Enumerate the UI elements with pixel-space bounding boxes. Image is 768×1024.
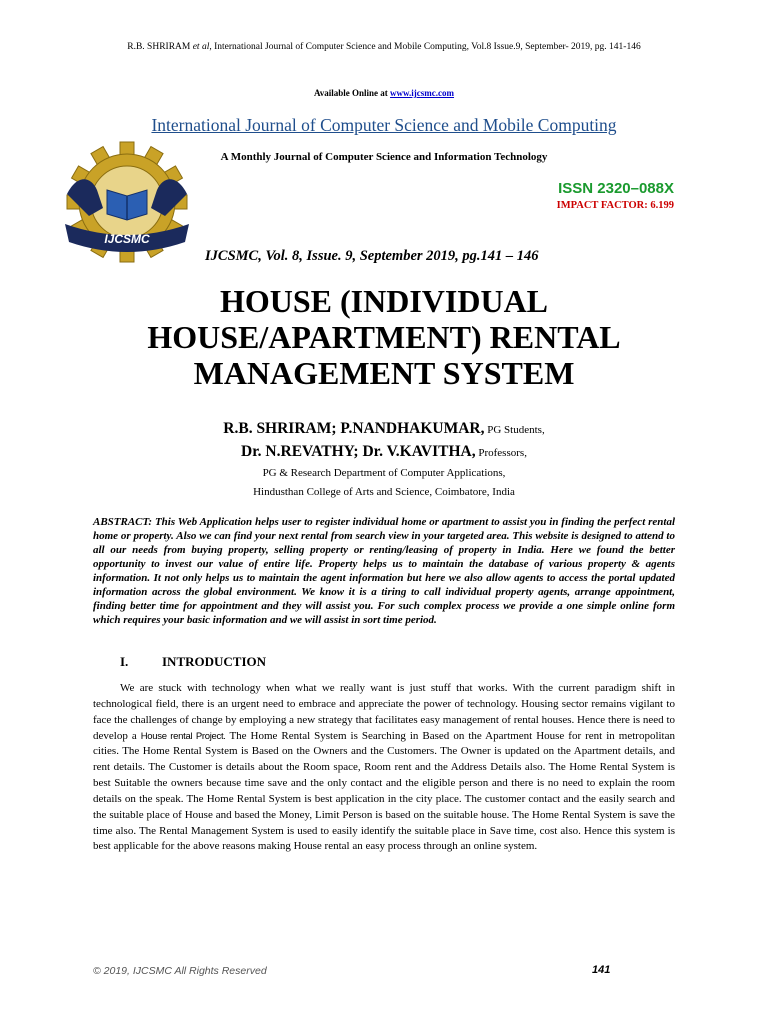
introduction-paragraph [93, 681, 675, 855]
running-header [0, 42, 768, 52]
issue-line: IJCSMC, Vol. 8, Issue. 9, September 2019, pg.141 – 146 [205, 248, 539, 264]
section-number: I. [120, 654, 129, 669]
author-block [0, 418, 768, 502]
running-head-authors: R.B. SHRIRAM [127, 42, 193, 52]
intro-text-2: The Home Rental System is Searching in Based on the Apartment House for rent in metropolitan cities. The Home Rental System is Based on the Owners and the Customers. The Owner is updated on the Apartment details, and rent details. The Customer is details about the Room space, Room rent and the Address Details also. The Home Rental System is best Suitable the owners because time save and the only contact and the eligible person and there is no need to explain the room details on the speak. The Home Rental System is best application in the city place. The customer contact and the easily search and the suitable place of House and based the Money, Limit Person is based on the suitable house. The Home Rental System is save the time also. The Rental Management System is used to easily identify the suitable place in Save time, cost also. Hence this system is best applicable for the above reasons making House rental an easy process through an online system. [93, 729, 676, 853]
available-online [0, 88, 768, 98]
gear-book-emblem-icon [52, 140, 202, 265]
authors-line-2 [0, 441, 768, 464]
journal-title[interactable]: International Journal of Computer Science and Mobile Computing [151, 115, 617, 135]
affiliation-department: PG & Research Department of Computer Applications, [262, 467, 506, 479]
author-names-1: R.B. SHRIRAM; P.NANDHAKUMAR, [223, 420, 485, 437]
impact-factor: IMPACT FACTOR: 6.199 [556, 200, 674, 211]
section-title: INTRODUCTION [162, 654, 267, 669]
authors-line-1 [0, 418, 768, 441]
footer-copyright: © 2019, IJCSMC All Rights Reserved [93, 965, 267, 977]
page-number: 141 [592, 964, 611, 976]
svg-text:IJCSMC: IJCSMC [104, 232, 150, 246]
journal-subtitle: A Monthly Journal of Computer Science and Information Technology [220, 151, 548, 163]
intro-text-1: We are stuck with technology when what we really want is just stuff that works. With the current paradigm shift in technological field, there is an urgent need to embrace and appreciate the power of technology. Housing sector remains vigilant to face the challenges of change by employing a new strategy that facilitates easy management of rental houses. Hence there is need to develop a [93, 682, 675, 742]
abstract: ABSTRACT: This Web Application helps user to register individual home or apartment to assist you in finding the perfect rental home or property. Also we can find your next rental from search view in your targeted area. This website is designed to attend to all our needs from buying property, selling property or renting/leasing of property in India. Here we found the better opportunity to invest our value of entire life. Property helps us to maintain the database of various property & agents information. It not only helps us to maintain the agent information but here we also allow agents to access the portal updated information across the global environment. We know it is a tiring to call individual property agents, arrange appointment, finding better time for appointment and they will assist you. For such complex process we provide a one simple online form which requires your basic information and we will assist in sort time period. [93, 516, 675, 626]
author-role-2: Professors, [475, 447, 527, 459]
running-head-citation: , International Journal of Computer Science and Mobile Computing, Vol.8 Issue.9, September- 2019, pg. 141-146 [209, 42, 641, 52]
author-names-2: Dr. N.REVATHY; Dr. V.KAVITHA, [241, 443, 476, 460]
author-role-1: PG Students, [484, 424, 545, 436]
issn: ISSN 2320–088X [558, 180, 674, 197]
available-label: Available Online at [313, 88, 391, 98]
paper-title: HOUSE (INDIVIDUAL HOUSE/APARTMENT) RENTAL MANAGEMENT SYSTEM [147, 283, 621, 391]
journal-logo [52, 140, 202, 265]
intro-project-name: House rental Project. [140, 730, 226, 742]
section-heading [120, 654, 266, 670]
running-head-etal: et al [192, 42, 210, 52]
journal-website-link[interactable]: www.ijcsmc.com [390, 88, 455, 98]
affiliation-college: Hindusthan College of Arts and Science, Coimbatore, India [253, 486, 515, 498]
